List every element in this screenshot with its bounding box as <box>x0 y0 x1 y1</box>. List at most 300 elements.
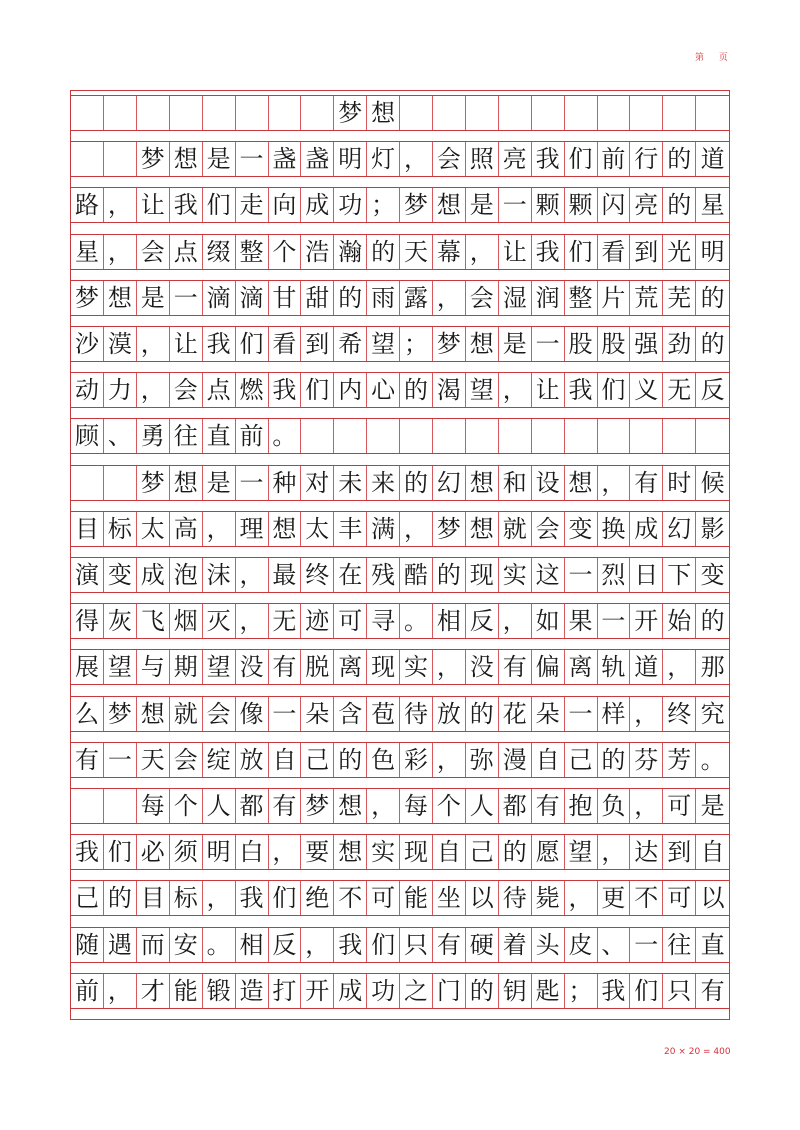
grid-cell: 们 <box>268 881 301 915</box>
grid-cell: 点 <box>170 235 203 269</box>
grid-cell: 看 <box>268 327 301 361</box>
text-row <box>71 465 729 501</box>
grid-cell: 始 <box>663 604 696 638</box>
grid-cell: 头 <box>532 928 565 962</box>
grid-cell: 待 <box>499 881 532 915</box>
grid-cell <box>433 96 466 130</box>
grid-cell: 们 <box>597 373 630 407</box>
grid-cell: 亮 <box>499 142 532 176</box>
grid-cell: 种 <box>268 466 301 500</box>
grid-cell: 一 <box>630 928 663 962</box>
grid-cell: 力 <box>104 373 137 407</box>
grid-cell: 更 <box>597 881 630 915</box>
grid-cell: 有 <box>268 650 301 684</box>
text-row <box>71 603 729 639</box>
grid-cell: 灰 <box>104 604 137 638</box>
text-row <box>71 418 729 454</box>
grid-cell: 望 <box>367 327 400 361</box>
grid-cell: 残 <box>367 558 400 592</box>
grid-cell: 目 <box>137 881 170 915</box>
grid-cell: 盏 <box>301 142 334 176</box>
grid-cell: 的 <box>700 283 725 312</box>
grid-cell: 太 <box>301 512 334 546</box>
grid-cell: 是 <box>203 142 236 176</box>
grid-cell: 要 <box>301 835 334 869</box>
grid-cell: 盏 <box>268 142 301 176</box>
grid-cell: 漫 <box>499 743 532 777</box>
grid-cell: ； <box>400 327 433 361</box>
grid-cell: 毙 <box>532 881 565 915</box>
grid-cell: 是 <box>203 466 236 500</box>
grid-cell: 让 <box>499 235 532 269</box>
manuscript-grid <box>70 90 730 1020</box>
grid-cell: 润 <box>532 281 565 315</box>
grid-cell: 么 <box>71 697 104 731</box>
grid-cell: ， <box>499 604 532 638</box>
grid-cell <box>301 419 334 453</box>
grid-cell: 有 <box>700 976 725 1005</box>
grid-cell: 己 <box>71 881 104 915</box>
grid-cell: ， <box>433 743 466 777</box>
grid-cell: 们 <box>565 142 598 176</box>
grid-cell: 泡 <box>170 558 203 592</box>
grid-cell: 寻 <box>367 604 400 638</box>
grid-cell <box>597 96 630 130</box>
grid-cell: 只 <box>663 974 696 1008</box>
grid-cell: ， <box>466 235 499 269</box>
grid-cell: ， <box>367 789 400 823</box>
grid-cell: 是 <box>137 281 170 315</box>
grid-cell: 让 <box>137 188 170 222</box>
grid-cell: 星 <box>700 191 725 220</box>
grid-cell: 影 <box>700 514 725 543</box>
text-row <box>71 280 729 316</box>
grid-cell: 梦 <box>433 512 466 546</box>
grid-cell: 达 <box>630 835 663 869</box>
grid-cell: 会 <box>137 235 170 269</box>
grid-cell: 想 <box>466 327 499 361</box>
grid-cell: 变 <box>104 558 137 592</box>
grid-cell: 望 <box>466 373 499 407</box>
grid-cell: 前 <box>71 974 104 1008</box>
grid-cell <box>236 96 269 130</box>
grid-cell: 沙 <box>71 327 104 361</box>
grid-cell: 个 <box>433 789 466 823</box>
grid-cell: 离 <box>565 650 598 684</box>
grid-cell: 匙 <box>532 974 565 1008</box>
grid-cell: ， <box>400 512 433 546</box>
grid-cell: 颗 <box>565 188 598 222</box>
grid-cell: 雨 <box>367 281 400 315</box>
grid-cell: 照 <box>466 142 499 176</box>
grid-cell: 、 <box>104 419 137 453</box>
grid-cell: 整 <box>236 235 269 269</box>
grid-cell: 义 <box>630 373 663 407</box>
grid-cell: ， <box>663 650 696 684</box>
grid-cell: 打 <box>268 974 301 1008</box>
grid-cell: 可 <box>663 789 696 823</box>
grid-cell: 望 <box>203 650 236 684</box>
grid-cell: 们 <box>236 327 269 361</box>
grid-cell: 最 <box>268 558 301 592</box>
grid-cell: 天 <box>137 743 170 777</box>
grid-cell: 放 <box>236 743 269 777</box>
grid-cell: 芳 <box>663 743 696 777</box>
text-row <box>71 511 729 547</box>
grid-cell: 动 <box>71 373 104 407</box>
grid-cell: 灭 <box>203 604 236 638</box>
grid-cell: 弥 <box>466 743 499 777</box>
grid-cell <box>532 419 565 453</box>
grid-cell: 不 <box>630 881 663 915</box>
grid-cell: 每 <box>400 789 433 823</box>
grid-cell <box>104 142 137 176</box>
grid-cell: 路 <box>71 188 104 222</box>
grid-cell: 朵 <box>532 697 565 731</box>
grid-cell: ， <box>137 327 170 361</box>
grid-cell: 梦 <box>301 789 334 823</box>
grid-cell: 苞 <box>367 697 400 731</box>
grid-cell <box>630 96 663 130</box>
grid-cell: 有 <box>630 466 663 500</box>
grid-cell: 目 <box>71 512 104 546</box>
grid-cell: 一 <box>565 697 598 731</box>
grid-cell: 人 <box>466 789 499 823</box>
grid-cell: 们 <box>203 188 236 222</box>
grid-cell: 的 <box>499 835 532 869</box>
grid-cell: 遇 <box>104 928 137 962</box>
grid-cell: 会 <box>532 512 565 546</box>
grid-cell: 想 <box>104 281 137 315</box>
grid-cell: 没 <box>466 650 499 684</box>
grid-cell: 以 <box>700 884 725 913</box>
grid-cell: 。 <box>700 745 725 774</box>
grid-cell: 随 <box>71 928 104 962</box>
grid-cell: 荒 <box>630 281 663 315</box>
title-row <box>71 95 729 131</box>
grid-cell: 想 <box>433 188 466 222</box>
grid-cell: 我 <box>170 188 203 222</box>
grid-cell: 的 <box>400 466 433 500</box>
grid-cell: 我 <box>334 928 367 962</box>
grid-cell: 的 <box>433 558 466 592</box>
grid-cell: 希 <box>334 327 367 361</box>
grid-cell: 安 <box>170 928 203 962</box>
grid-cell: 没 <box>236 650 269 684</box>
grid-cell: 理 <box>236 512 269 546</box>
text-row <box>71 187 729 223</box>
grid-cell: 天 <box>400 235 433 269</box>
grid-cell: 飞 <box>137 604 170 638</box>
grid-cell: 人 <box>203 789 236 823</box>
grid-cell: 会 <box>433 142 466 176</box>
grid-cell: 究 <box>700 699 725 728</box>
grid-cell: 渴 <box>433 373 466 407</box>
grid-cell: 往 <box>663 928 696 962</box>
grid-cell: 成 <box>334 974 367 1008</box>
grid-cell: 成 <box>301 188 334 222</box>
grid-cell: 们 <box>630 974 663 1008</box>
grid-cell: ， <box>499 373 532 407</box>
text-row <box>71 927 729 963</box>
grid-cell: 无 <box>663 373 696 407</box>
grid-cell: 劲 <box>663 327 696 361</box>
grid-cell: 的 <box>597 743 630 777</box>
grid-cell: 是 <box>499 327 532 361</box>
grid-cell <box>400 96 433 130</box>
grid-cell: 想 <box>565 466 598 500</box>
grid-cell: 到 <box>630 235 663 269</box>
grid-cell: 能 <box>170 974 203 1008</box>
grid-cell: 道 <box>700 145 725 174</box>
grid-cell: 有 <box>499 650 532 684</box>
grid-cell: 与 <box>137 650 170 684</box>
grid-cell: 日 <box>630 558 663 592</box>
grid-cell: 功 <box>367 974 400 1008</box>
grid-cell: 个 <box>268 235 301 269</box>
grid-cell: 无 <box>268 604 301 638</box>
grid-cell <box>499 419 532 453</box>
grid-cell: 相 <box>433 604 466 638</box>
grid-cell: ， <box>104 188 137 222</box>
grid-cell: 光 <box>663 235 696 269</box>
grid-cell: 想 <box>466 512 499 546</box>
grid-cell: 走 <box>236 188 269 222</box>
grid-cell: 绽 <box>203 743 236 777</box>
grid-cell: 片 <box>597 281 630 315</box>
grid-cell <box>104 96 137 130</box>
grid-cell: 样 <box>597 697 630 731</box>
grid-cell: 我 <box>268 373 301 407</box>
grid-cell: 变 <box>565 512 598 546</box>
grid-cell <box>466 96 499 130</box>
grid-cell: 我 <box>565 373 598 407</box>
grid-cell: 期 <box>170 650 203 684</box>
grid-cell: ， <box>400 142 433 176</box>
grid-cell: 反 <box>268 928 301 962</box>
grid-cell: 梦 <box>71 281 104 315</box>
grid-cell <box>367 419 400 453</box>
grid-cell <box>203 96 236 130</box>
grid-cell: 都 <box>499 789 532 823</box>
grid-cell: 的 <box>367 235 400 269</box>
grid-cell: 。 <box>268 419 301 453</box>
grid-cell: 自 <box>268 743 301 777</box>
text-row <box>71 557 729 593</box>
grid-cell: 我 <box>597 974 630 1008</box>
grid-cell: 彩 <box>400 743 433 777</box>
grid-cell <box>71 96 104 130</box>
grid-cell: 缀 <box>203 235 236 269</box>
grid-cell: 往 <box>170 419 203 453</box>
grid-cell: 和 <box>499 466 532 500</box>
grid-cell: 变 <box>700 561 725 589</box>
grid-cell: 负 <box>597 789 630 823</box>
text-row <box>71 649 729 685</box>
grid-cell: 未 <box>334 466 367 500</box>
grid-cell: ； <box>565 974 598 1008</box>
grid-cell: 。 <box>400 604 433 638</box>
grid-cell: 色 <box>367 743 400 777</box>
grid-cell: 不 <box>334 881 367 915</box>
grid-cell: 沫 <box>203 558 236 592</box>
grid-cell: 相 <box>236 928 269 962</box>
grid-cell <box>663 419 696 453</box>
text-row <box>71 234 729 270</box>
grid-size-label: 20 × 20 = 400 <box>664 1047 731 1057</box>
grid-cell: 抱 <box>565 789 598 823</box>
grid-cell: 反 <box>700 376 725 405</box>
grid-cell: 、 <box>597 928 630 962</box>
grid-cell <box>630 419 663 453</box>
grid-cell <box>433 419 466 453</box>
grid-cell: ， <box>597 466 630 500</box>
text-row <box>71 880 729 916</box>
grid-cell: 幕 <box>433 235 466 269</box>
grid-cell: 实 <box>400 650 433 684</box>
grid-cell: 梦 <box>334 96 367 130</box>
page-number-label: 第 页 <box>695 53 734 63</box>
grid-cell: 反 <box>466 604 499 638</box>
grid-cell <box>663 96 696 130</box>
grid-cell: 的 <box>700 607 725 636</box>
grid-cell: 就 <box>170 697 203 731</box>
grid-cell: 在 <box>334 558 367 592</box>
text-row <box>71 372 729 408</box>
grid-cell: 会 <box>170 743 203 777</box>
text-row <box>71 973 729 1009</box>
grid-cell: 成 <box>630 512 663 546</box>
grid-cell: 标 <box>104 512 137 546</box>
grid-cell: 行 <box>630 142 663 176</box>
grid-cell: 点 <box>203 373 236 407</box>
grid-cell: 会 <box>466 281 499 315</box>
grid-cell: 果 <box>565 604 598 638</box>
grid-cell: 是 <box>700 792 725 820</box>
text-row <box>71 141 729 177</box>
grid-cell: 向 <box>268 188 301 222</box>
grid-cell: 滴 <box>236 281 269 315</box>
text-row <box>71 742 729 778</box>
grid-cell: 明 <box>334 142 367 176</box>
grid-cell: 想 <box>170 142 203 176</box>
grid-cell: 之 <box>400 974 433 1008</box>
grid-cell: 己 <box>466 835 499 869</box>
grid-cell: 可 <box>334 604 367 638</box>
grid-cell: 一 <box>532 327 565 361</box>
grid-cell: 如 <box>532 604 565 638</box>
grid-cell: ， <box>597 835 630 869</box>
grid-cell: 只 <box>400 928 433 962</box>
grid-cell: 一 <box>236 466 269 500</box>
grid-cell: 着 <box>499 928 532 962</box>
grid-cell: 我 <box>71 835 104 869</box>
grid-cell: 钥 <box>499 974 532 1008</box>
grid-cell: ， <box>203 512 236 546</box>
grid-cell: 烟 <box>170 604 203 638</box>
grid-cell: 功 <box>334 188 367 222</box>
grid-cell: 们 <box>301 373 334 407</box>
grid-cell: 们 <box>565 235 598 269</box>
grid-cell: 想 <box>466 466 499 500</box>
grid-cell: 才 <box>137 974 170 1008</box>
grid-cell: 现 <box>367 650 400 684</box>
grid-cell: 皮 <box>565 928 598 962</box>
grid-cell: 有 <box>71 743 104 777</box>
grid-cell: 白 <box>236 835 269 869</box>
grid-cell: ， <box>565 881 598 915</box>
grid-cell: 的 <box>334 743 367 777</box>
grid-cell: 以 <box>466 881 499 915</box>
grid-cell: 的 <box>663 142 696 176</box>
grid-cell: 终 <box>663 697 696 731</box>
grid-cell: 梦 <box>104 697 137 731</box>
grid-cell: 候 <box>700 468 725 497</box>
grid-cell: 湿 <box>499 281 532 315</box>
grid-cell: 梦 <box>137 466 170 500</box>
grid-cell: ， <box>268 835 301 869</box>
grid-cell: 展 <box>71 650 104 684</box>
grid-cell: 想 <box>170 466 203 500</box>
grid-cell: 股 <box>597 327 630 361</box>
grid-cell: ， <box>630 789 663 823</box>
grid-cell: 到 <box>301 327 334 361</box>
grid-cell: 甜 <box>301 281 334 315</box>
grid-cell: ； <box>367 188 400 222</box>
grid-cell: 的 <box>334 281 367 315</box>
grid-cell: 芬 <box>630 743 663 777</box>
grid-cell: 幻 <box>433 466 466 500</box>
grid-cell: 让 <box>170 327 203 361</box>
grid-cell: 愿 <box>532 835 565 869</box>
text-row <box>71 788 729 824</box>
grid-cell: 像 <box>236 697 269 731</box>
grid-cell: 会 <box>203 697 236 731</box>
grid-cell: 对 <box>301 466 334 500</box>
grid-cell: 都 <box>236 789 269 823</box>
grid-cell <box>104 466 137 500</box>
grid-cell: 的 <box>663 188 696 222</box>
grid-cell <box>466 419 499 453</box>
grid-cell: 我 <box>203 327 236 361</box>
grid-cell: 滴 <box>203 281 236 315</box>
grid-cell: ， <box>137 373 170 407</box>
grid-cell: 烈 <box>597 558 630 592</box>
grid-cell: 终 <box>301 558 334 592</box>
grid-cell <box>400 419 433 453</box>
grid-cell: 们 <box>367 928 400 962</box>
grid-cell: 直 <box>203 419 236 453</box>
grid-cell: 望 <box>104 650 137 684</box>
grid-cell: 己 <box>565 743 598 777</box>
grid-cell: 亮 <box>630 188 663 222</box>
grid-cell: 的 <box>400 373 433 407</box>
grid-cell <box>71 142 104 176</box>
grid-cell: 开 <box>301 974 334 1008</box>
grid-cell: 自 <box>700 838 725 867</box>
grid-cell: 放 <box>433 697 466 731</box>
grid-cell: 开 <box>630 604 663 638</box>
grid-cell: 设 <box>532 466 565 500</box>
grid-cell: 每 <box>137 789 170 823</box>
text-row <box>71 326 729 362</box>
grid-cell: 顾 <box>71 419 104 453</box>
grid-cell: ， <box>104 235 137 269</box>
grid-cell: 这 <box>532 558 565 592</box>
grid-cell: 一 <box>236 142 269 176</box>
grid-cell: 须 <box>170 835 203 869</box>
grid-cell: 。 <box>203 928 236 962</box>
